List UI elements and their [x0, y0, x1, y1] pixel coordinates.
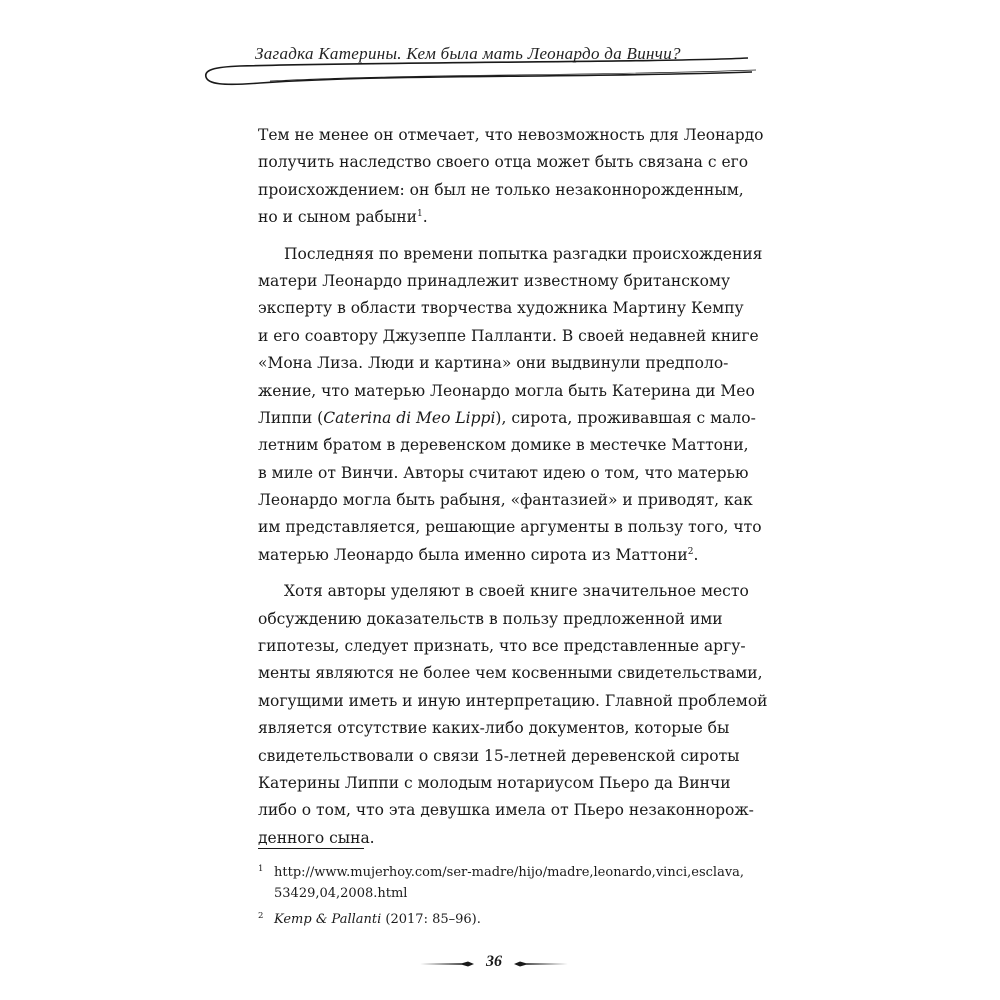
footnotes [258, 862, 758, 930]
text-line: получить наследство своего отца может быть связана с его [258, 153, 749, 172]
text-line: матери Леонардо принадлежит известному британскому [258, 271, 731, 290]
text-line: жение, что матерью Леонардо могла быть Катерина ди Мео [258, 381, 755, 400]
footnote-2 [258, 909, 758, 930]
footnote-url-line[interactable]: 53429,04,2008.html [274, 886, 408, 901]
paragraph-2 [258, 241, 763, 570]
text-line [258, 204, 748, 231]
text-line: свидетельствовали о связи 15-летней деревенской сироты [258, 746, 740, 765]
text-line: Последняя по времени попытка разгадки происхождения [284, 244, 763, 263]
text-line: менты являются не более чем косвенными свидетельствами, [258, 664, 763, 683]
italic-name: Caterina di Meo Lippi [323, 408, 496, 427]
footnote-separator [258, 848, 364, 849]
text-line: денного сына. [258, 828, 375, 847]
page-number: 36 [486, 953, 502, 970]
text-line: и его соавтору Джузеппе Палланти. В своей недавней книге [258, 326, 759, 345]
text-line: «Мона Лиза. Люди и картина» они выдвинули предполо- [258, 354, 729, 373]
paragraph-1 [258, 122, 764, 232]
text-segment: но и сыном рабыни [258, 208, 418, 227]
text-line: Тем не менее он отмечает, что невозможность для Леонардо [258, 126, 764, 144]
footnote-url-line[interactable]: http://www.mujerhoy.com/ser-madre/hijo/madre,leonardo,vinci,esclava, [274, 865, 745, 880]
text-line: Леонардо могла быть рабыня, «фантазией» и приводят, как [258, 491, 753, 510]
text-segment: . [422, 208, 428, 227]
text-line: могущими иметь и иную интерпретацию. Главной проблемой [258, 691, 768, 710]
text-line: в миле от Винчи. Авторы считают идею о том, что матерью [258, 463, 749, 482]
page-number-block [418, 952, 570, 976]
text-line: либо о том, что эта девушка имела от Пьеро незаконнорож- [258, 801, 754, 820]
text-segment: Липпи ( [258, 408, 324, 427]
main-text [258, 122, 768, 852]
footnote-reference-1[interactable]: 1 [417, 209, 423, 220]
right-ornament-icon [512, 960, 570, 968]
footnote-reference-2[interactable]: 2 [687, 546, 694, 557]
text-line: обсуждению доказательств в пользу предложенной ими [258, 609, 723, 628]
footnote-1 [258, 862, 758, 904]
text-line: летним братом в деревенском домике в местечке Маттони, [258, 436, 749, 455]
text-line: им представляется, решающие аргументы в пользу того, что [258, 518, 762, 537]
text-segment: . [693, 545, 699, 564]
text-line [258, 405, 756, 432]
text-line: Катерины Липпи с молодым нотариусом Пьеро да Винчи [258, 773, 731, 792]
header-flourish-rule [200, 56, 760, 96]
footnote-number: 1 [258, 864, 264, 874]
footnote-number: 2 [258, 911, 264, 921]
text-segment: матерью Леонардо была именно сирота из Маттони [258, 545, 688, 564]
text-line: эксперту в области творчества художника Мартину Кемпу [258, 299, 744, 318]
text-line [258, 542, 748, 569]
text-line: гипотезы, следует признать, что все представленные аргу- [258, 637, 746, 656]
running-header-title: Загадка Катерины. Кем была мать Леонардо да Винчи? [255, 44, 681, 63]
text-segment: ), сирота, проживавшая с мало- [495, 408, 756, 427]
citation-authors: Kemp & Pallanti [274, 912, 382, 927]
paragraph-3 [258, 578, 768, 852]
text-line: Хотя авторы уделяют в своей книге значительное место [284, 582, 749, 601]
text-line: происхождением: он был не только незаконнорожденным, [258, 180, 744, 199]
text-line: является отсутствие каких-либо документов, которые бы [258, 719, 730, 738]
citation-pages: (2017: 85–96). [381, 912, 481, 927]
